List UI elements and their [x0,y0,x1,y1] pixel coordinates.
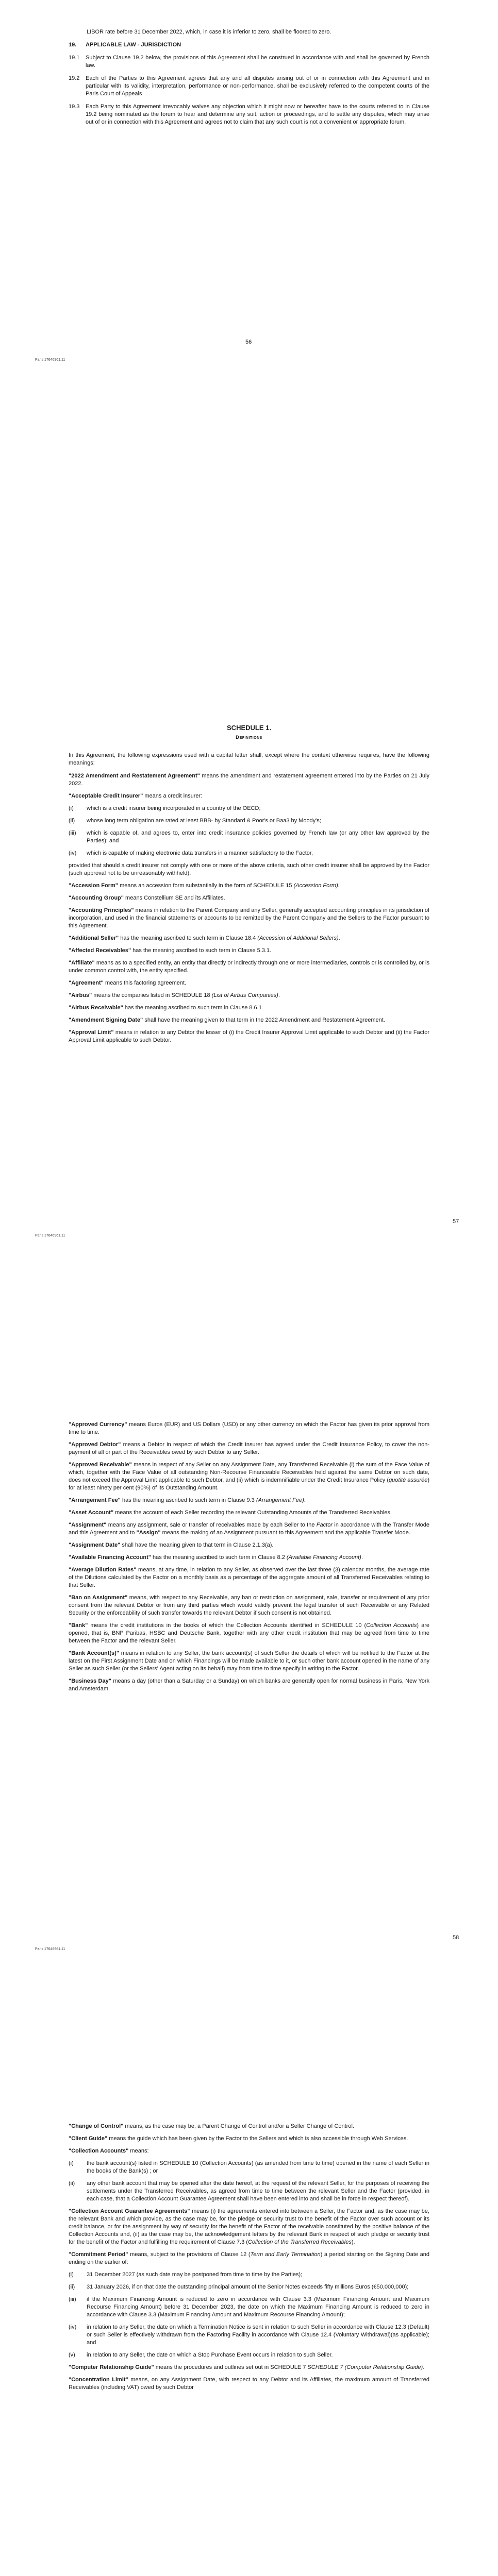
term: "Agreement" [69,980,104,986]
def-agreement [69,979,429,987]
definition-end: ) are opened, that is, BNP Paribas, HSBC and Deutsche Bank, together with any other credit institution that may be agreed from time to time between the Factor and the relevant Seller. [69,1622,430,1644]
definition: means, on any Assignment Date, with respect to any Debtor and its Affiliates, the maximum amount of Transferred Receivables (including VAT) owed by such Debtor [69,2377,429,2391]
definition: shall have the meaning given to that term in Clause 2.1.3(a). [120,1542,274,1548]
definition: means, with respect to any Receivable, any ban or restriction on assignment, sale, transfer or requirement of any prior consent from the relevant Debtor or from any third parties which would validly prevent the legal transfer of such Receivable or any Related Security or the enforceability of such transfer towards the relevant Debtor if such consent is not obtained. [69,1595,429,1616]
definition-end: . [338,883,340,889]
clause-text: Subject to Clause 19.2 below, the provisions of this Agreement shall be construed in accordance with and shall be governed by French law. [86,55,429,69]
list-item [69,817,429,825]
aci-proviso: provided that should a credit insurer not comply with one or more of the above criteria, such other credit insurer shall be approved by the Factor (such approval not to be unreasonably withheld). [69,862,429,876]
definition-italic: Collection Accounts [366,1622,417,1629]
definition: means a credit insurer: [143,793,203,799]
definition-italic: Term and Early Termination [250,2251,321,2258]
term: "Average Dilution Rates" [69,1567,137,1573]
definition: has the meaning ascribed to such term in Clause 8.6.1 [123,1005,262,1011]
definition: means: [128,2148,149,2154]
term: "Ban on Assignment" [69,1595,128,1601]
definition: means an accession form substantially in the form of SCHEDULE 15 [118,883,294,889]
term: "Affected Receivables" [69,947,131,954]
clause-19-2 [69,75,429,98]
term: "Assignment" [69,1522,107,1528]
item-text: in relation to any Seller, the date on which a Stop Purchase Event occurs in relation to such Seller. [87,2352,333,2358]
list-item [69,2351,429,2359]
def-assignment-date [69,1541,429,1549]
clause-number: 19.1 [69,55,80,61]
definition: means (i) the agreements entered into between a Seller, the Factor and, as the case may be, the relevant Bank and which provide, as the case may be, for the pledge or security trust to the benefit of the Factor over such account or its credit balance, or for the assignment by way of security for the benefit of the Factor of the receivable constituted by the positive balance of the Collection Accounts and, (ii) as the case may be, the acknowledgement letters by the relevant Bank in respect of such pledge or security trust for the benefit of the Factor and fulfilling the requirement of Clause 7.3 ( [69,2208,429,2245]
schedule-title: SCHEDULE 1. [227,724,271,732]
footer-reference: Paris 17646961.11 [35,358,65,362]
def-approved-currency [69,1421,429,1436]
item-text: whose long term obligation are rated at least BBB- by Standard & Poor's or Baa3 by Moody's; [87,818,321,824]
definition: means in relation to the Parent Company and any Seller, generally accepted accounting principles in its jurisdiction of incorporation, and used in the financial statements or accounts to be remitted by the Parent Company and the Sellers to the Factor pursuant to this Agreement. [69,907,430,929]
list-item [69,850,429,857]
term-inline: "Assign" [136,1530,161,1536]
list-item [69,2271,429,2279]
clause-19-1 [69,54,429,70]
item-number: (iv) [69,2324,77,2330]
term: "Additional Seller" [69,935,119,941]
def-accounting-group [69,894,429,902]
term: "2022 Amendment and Restatement Agreement" [69,773,200,779]
definition-end: . [278,992,280,998]
item-number: (ii) [69,2284,75,2290]
heading-number: 19. [69,42,77,48]
def-collection-accounts [69,2147,429,2155]
term: "Concentration Limit" [69,2377,128,2383]
definition-end: means the making of an Assignment pursuant to this Agreement and the applicable Transfer Mode. [160,1530,410,1536]
definition-italic: (Available Financing Account) [286,1554,361,1561]
term: "Airbus Receivable" [69,1005,123,1011]
def-airbus-receivable [69,1004,429,1012]
def-arrangement-fee [69,1497,429,1504]
term: "Business Day" [69,1678,111,1684]
item-text: 31 December 2027 (as such date may be postponed from time to time by the Parties); [87,2272,303,2278]
definition: shall have the meaning given to that term in the 2022 Amendment and Restatement Agreement. [143,1017,385,1023]
clause-19-3 [69,103,429,126]
item-number: (i) [69,805,74,811]
def-asset-account [69,1509,429,1517]
def-2022-amendment [69,772,429,788]
definition-end: ) a period starting on the Signing Date and ending on the earlier of: [69,2251,429,2265]
def-bank-accounts [69,1650,429,1673]
term: "Bank Account(s)" [69,1650,120,1656]
definition: has the meaning ascribed to such term in Clause 9.3 [120,1497,256,1503]
document-page-3 [0,1406,498,2110]
item-number: (i) [69,2272,74,2278]
page-number: 58 [453,1935,459,1941]
definition: has the meaning ascribed to such term in Clause 5.3.1. [131,947,272,954]
definition-italic: quotité assurée [389,1477,428,1483]
def-available-financing-account [69,1554,429,1562]
term: "Commitment Period" [69,2251,128,2258]
def-collection-account-guarantee [69,2208,429,2246]
term: "Collection Accounts" [69,2148,129,2154]
item-number: (v) [69,2352,75,2358]
definition-end: . [304,1497,306,1503]
list-item [69,805,429,812]
item-text: in relation to any Seller, the date on which a Termination Notice is sent in relation to such Seller in accordance with Clause 12.3 (Default) or such Seller is effectively withdrawn from the Factoring Facility in accordance with Clause 12.4 (Voluntary Withdrawal)(as applicable); and [87,2324,429,2346]
term: "Airbus" [69,992,92,998]
def-approval-limit [69,1029,429,1044]
definition-end: ) for at least ninety per cent (90%) of its Outstanding Amount. [69,1477,430,1491]
def-concentration-limit [69,2376,429,2392]
item-text: which is a credit insurer being incorporated in a country of the OECD; [87,805,261,811]
definition-italic: (List of Airbus Companies) [211,992,278,998]
page-1-body [69,28,429,131]
definitions-intro: In this Agreement, the following expressions used with a capital letter shall, except where the context otherwise requires, have the following meanings: [69,752,429,766]
item-text: if the Maximum Financing Amount is reduced to zero in accordance with Clause 3.3 (Maximum Financing Amount and Maximum Recourse Financing Amount) before 31 December 2023, the date on which the Maximum Financing Amount is reduced to zero in accordance with Clause 3.3 (Maximum Financing Amount and Maximum Recourse Financing Amount); [87,2296,429,2318]
definition-end: . [338,935,340,941]
definition-italic: (Accession Form) [293,883,338,889]
definition: means the guide which has been given by the Factor to the Sellers and which is also accessible through Web Services. [107,2136,408,2142]
document-page-1 [0,0,498,703]
item-text: 31 January 2026, if on that date the outstanding principal amount of the Senior Notes exceeds fifty millions Euros (€50,000,000); [87,2284,409,2290]
term: "Arrangement Fee" [69,1497,121,1503]
term: "Assignment Date" [69,1542,121,1548]
def-business-day [69,1677,429,1693]
page-2-body [69,724,429,1049]
definition-cont: in accordance with the Transfer Mode and this Agreement and to [69,1522,430,1536]
item-number: (iii) [69,2296,76,2302]
clause-number: 19.3 [69,104,80,110]
list-item [69,2180,429,2203]
term: "Approved Receivable" [69,1462,132,1468]
item-number: (iii) [69,830,76,836]
page-3-body [69,1421,429,1698]
clause-text: Each of the Parties to this Agreement agrees that any and all disputes arising out of or in connection with this Agreement and in particular with its validity, interpretation, performance or non-performance, shall be exclusively referred to the competent courts of the Paris Court of Appeals [86,75,429,97]
term: "Accounting Group" [69,895,124,901]
term: "Bank" [69,1622,88,1629]
definition-end: . [361,1554,363,1561]
definition-italic: Collection of the Transferred Receivables [247,2239,352,2245]
definition: means in relation to any Seller, the bank account(s) of such Seller the details of which will be notified to the Factor at the latest on the First Assignment Date and on which Financings will be made available to it, or such other bank account opened in the name of any Seller as such Seller (or the Sellers' Agent acting on its behalf) may from time to time specify in writing to the Factor. [69,1650,429,1672]
definition: means Euros (EUR) and US Dollars (USD) or any other currency on which the Factor has given its prior approval from time to time. [69,1421,429,1435]
term: "Acceptable Credit Insurer" [69,793,143,799]
def-airbus [69,992,429,999]
definition-italic: SCHEDULE 7 (Computer Relationship Guide) [307,2364,423,2370]
libor-continuation: LIBOR rate before 31 December 2022, which, in case it is inferior to zero, shall be floored to zero. [87,29,331,35]
item-number: (ii) [69,2180,75,2187]
item-number: (i) [69,2160,74,2166]
heading-text: APPLICABLE LAW - JURISDICTION [86,42,181,48]
def-client-guide [69,2135,429,2143]
term: "Approval Limit" [69,1029,114,1036]
definition: means a day (other than a Saturday or a Sunday) on which banks are generally open for normal business in Paris, New York and Amsterdam. [69,1678,430,1692]
definition: means the credit institutions in the books of which the Collection Accounts identified in SCHEDULE 10 ( [88,1622,367,1629]
def-computer-relationship-guide [69,2364,429,2371]
document-page-4 [0,2110,498,2576]
term: "Approved Currency" [69,1421,127,1428]
definition: means Constellium SE and its Affiliates. [123,895,225,901]
definition: means this factoring agreement. [103,980,187,986]
term: "Affiliate" [69,960,95,966]
def-acceptable-credit-insurer [69,792,429,800]
clause-text: Each Party to this Agreement irrevocably waives any objection which it might now or hereafter have to the courts referred to in Clause 19.2 being nominated as the forum to hear and determine any suit, action or proceedings, and to settle any disputes, which may arise out of or in connection with this Agreement and agrees not to claim that any such court is not a convenient or appropriate forum. [86,104,429,125]
definition-end: . [423,2364,425,2370]
list-item [69,2296,429,2319]
def-change-of-control [69,2123,429,2130]
definition: means the account of each Seller recording the relevant Outstanding Amounts of the Transferred Receivables. [113,1510,392,1516]
definition: means the companies listed in SCHEDULE 18 [92,992,212,998]
term: "Available Financing Account" [69,1554,151,1561]
term: "Accession Form" [69,883,119,889]
definition-italic: (Accession of Additional Sellers) [257,935,339,941]
item-text: the bank account(s) listed in SCHEDULE 10 (Collection Accounts) (as amended from time to time) opened in the name of each Seller in the books of the Bank(s) ; or [87,2160,429,2174]
definition: has the meaning ascribed to such term in Clause 8.2 [151,1554,287,1561]
term: "Asset Account" [69,1510,114,1516]
definition: means in respect of any Seller on any Assignment Date, any Transferred Receivable (i) the sum of the Face Value of which, together with the Face Value of all outstanding Non-Recourse Financeable Receivables held against the same Debtor on such date, does not exceed the Approval Limit applicable to such Debtor, and (ii) which is indemnifiable under the Credit Insurance Policy ( [69,1462,429,1483]
definition: means as to a specified entity, an entity that directly or indirectly through one or more intermediaries, controls or is controlled by, or is under common control with, the entity specified. [69,960,429,974]
definition: means, subject to the provisions of Clause 12 ( [128,2251,251,2258]
def-accession-form [69,882,429,890]
def-amendment-signing-date [69,1016,429,1024]
schedule-subtitle: Definitions [236,735,262,740]
page-4-body [69,2123,429,2396]
def-bank [69,1622,429,1645]
list-item [69,2160,429,2175]
def-additional-seller [69,935,429,942]
item-text: any other bank account that may be opened after the date hereof, at the request of the relevant Seller, for the purposes of receiving the settlements under the Transferred Receivables, as agreed from time to time between the relevant Seller and the Factor (provided, in each case, that a Collection Account Guarantee Agreement shall have been entered into and shall be in force in respect thereof). [87,2180,429,2202]
list-item [69,2283,429,2291]
def-affected-receivables [69,947,429,955]
item-text: which is capable of making electronic data transfers in a manner satisfactory to the Factor, [87,850,313,856]
footer-reference: Paris 17646961.11 [35,1234,65,1238]
term: "Client Guide" [69,2136,108,2142]
term: "Change of Control" [69,2123,124,2129]
definition: means the amendment and restatement agreement entered into by the Parties on 21 July 2022. [69,773,429,787]
def-approved-debtor [69,1441,429,1456]
term: "Computer Relationship Guide" [69,2364,154,2370]
list-item [69,2324,429,2347]
clause-number: 19.2 [69,75,80,81]
term: "Amendment Signing Date" [69,1017,143,1023]
definition-italic: (Arrangement Fee) [256,1497,304,1503]
def-approved-receivable [69,1461,429,1492]
section-heading-19 [69,41,429,49]
definition: means a Debtor in respect of which the Credit Insurer has agreed under the Credit Insurance Policy, to cover the non-payment of all or part of the Receivables owed by such Debtor to any Seller. [69,1442,429,1455]
item-text: which is capable of, and agrees to, enter into credit insurance policies governed by French law (or any other law approved by the Parties); and [87,830,429,844]
definition: means any assignment, sale or transfer of receivables made by each Seller to the [106,1522,317,1528]
item-number: (ii) [69,818,75,824]
def-average-dilution-rates [69,1566,429,1589]
definition: means in relation to any Debtor the lesser of (i) the Credit Insurer Approval Limit applicable to such Debtor and (ii) the Factor Approval Limit applicable to such Debtor. [69,1029,429,1043]
list-item [69,829,429,845]
definition-italic: Factor [316,1522,333,1528]
definition: means, at any time, in relation to any Seller, as observed over the last three (3) calendar months, the average rate of the Dilutions calculated by the Factor on a monthly basis as a percentage of the aggregate amount of all Transferred Receivables relating to that Seller. [69,1567,429,1588]
def-commitment-period [69,2251,429,2266]
definition-end: ). [351,2239,355,2245]
term: "Approved Debtor" [69,1442,121,1448]
def-affiliate [69,959,429,975]
footer-reference: Paris 17646961.11 [35,1947,65,1951]
page-number: 57 [453,1218,459,1225]
page-number: 56 [245,339,252,345]
term: "Accounting Principles" [69,907,134,913]
def-ban-on-assignment [69,1594,429,1617]
definition: means the procedures and outlines set out in SCHEDULE 7 [154,2364,308,2370]
document-page-2 [0,703,498,1406]
term: "Collection Account Guarantee Agreements" [69,2208,190,2214]
item-number: (iv) [69,850,77,856]
def-assignment [69,1521,429,1537]
definition: has the meaning ascribed to such term in Clause 18.4 [119,935,258,941]
definition: means, as the case may be, a Parent Change of Control and/or a Seller Change of Control. [123,2123,354,2129]
def-accounting-principles [69,907,429,930]
